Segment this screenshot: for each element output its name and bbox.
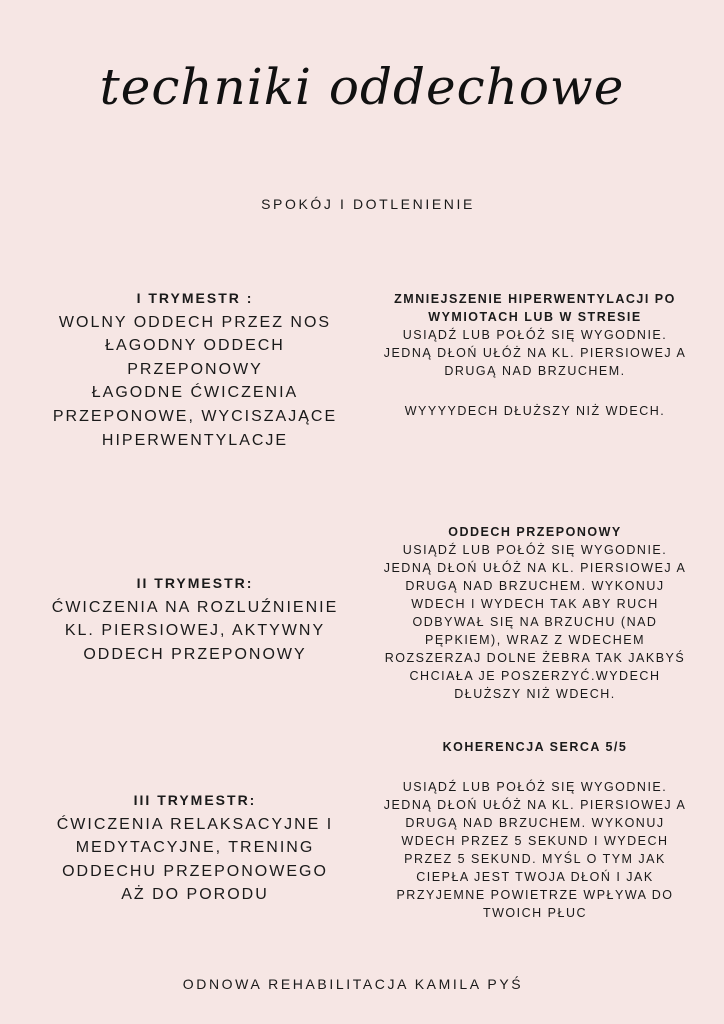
technique-2-line: CHCIAŁA JE POSZERZYĆ.WYDECH: [409, 669, 661, 683]
technique-1-extra: WYYYYDECH DŁUŻSZY NIŻ WDECH.: [404, 404, 666, 418]
technique-3-block: [352, 738, 718, 922]
trimester-3-block: [40, 789, 350, 907]
technique-3-line: USIĄDŹ LUB POŁÓŻ SIĘ WYGODNIE.: [402, 780, 668, 794]
technique-1-line: JEDNĄ DŁOŃ UŁÓŻ NA KL. PIERSIOWEJ A: [383, 346, 687, 360]
technique-1-heading: WYMIOTACH LUB W STRESIE: [428, 310, 642, 324]
technique-2-line: WDECH I WYDECH TAK ABY RUCH: [411, 597, 659, 611]
page-title: techniki oddechowe: [99, 58, 625, 116]
trimester-1-line: ŁAGODNE ĆWICZENIA: [91, 384, 299, 402]
trimester-2-line: ĆWICZENIA NA ROZLUŹNIENIE: [51, 598, 339, 616]
trimester-1-line: HIPERWENTYLACJE: [101, 431, 289, 449]
spacer: [352, 756, 718, 778]
trimester-1-heading: I TRYMESTR :: [136, 290, 254, 306]
technique-3-line: PRZYJEMNE POWIETRZE WPŁYWA DO: [396, 888, 674, 902]
technique-2-line: USIĄDŹ LUB POŁÓŻ SIĘ WYGODNIE.: [402, 543, 668, 557]
technique-3-line: CIEPŁA JEST TWOJA DŁOŃ I JAK: [416, 870, 654, 884]
technique-2-heading: ODDECH PRZEPONOWY: [448, 525, 622, 539]
technique-2-line: DŁUŻSZY NIŻ WDECH.: [454, 687, 616, 701]
technique-2-line: ROZSZERZAJ DOLNE ŻEBRA TAK JAKBYŚ: [384, 651, 686, 665]
trimester-2-line: KL. PIERSIOWEJ, AKTYWNY: [64, 622, 326, 640]
technique-2-line: DRUGĄ NAD BRZUCHEM. WYKONUJ: [405, 579, 665, 593]
trimester-1-line: PRZEPONOWY: [127, 360, 263, 378]
trimester-3-line: MEDYTACYJNE, TRENING: [75, 839, 315, 857]
trimester-3-line: ODDECHU PRZEPONOWEGO: [62, 862, 328, 880]
technique-1-heading: ZMNIEJSZENIE HIPERWENTYLACJI PO: [394, 292, 676, 306]
trimester-1-line: ŁAGODNY ODDECH: [105, 337, 285, 355]
technique-3-line: DRUGĄ NAD BRZUCHEM. WYKONUJ: [405, 816, 665, 830]
trimester-3-heading: III TRYMESTR:: [133, 792, 257, 808]
trimester-2-heading: II TRYMESTR:: [136, 575, 254, 591]
trimester-3-line: AŻ DO PORODU: [121, 886, 269, 904]
technique-2-line: ODBYWAŁ SIĘ NA BRZUCHU (NAD: [412, 615, 658, 629]
technique-3-line: WDECH PRZEZ 5 SEKUND I WYDECH: [401, 834, 669, 848]
technique-2-line: JEDNĄ DŁOŃ UŁÓŻ NA KL. PIERSIOWEJ A: [383, 561, 687, 575]
subtitle: SPOKÓJ I DOTLENIENIE: [261, 196, 475, 212]
trimester-3-line: ĆWICZENIA RELAKSACYJNE I: [56, 815, 334, 833]
technique-2-block: [352, 523, 718, 703]
trimester-1-block: [40, 287, 350, 452]
technique-3-heading: KOHERENCJA SERCA 5/5: [442, 740, 628, 754]
trimester-2-block: [40, 572, 350, 666]
technique-1-line: DRUGĄ NAD BRZUCHEM.: [444, 364, 626, 378]
spacer: [352, 380, 718, 398]
technique-1-line: USIĄDŹ LUB POŁÓŻ SIĘ WYGODNIE.: [402, 328, 668, 342]
trimester-1-line: PRZEPONOWE, WYCISZAJĄCE: [52, 407, 338, 425]
trimester-1-line: WOLNY ODDECH PRZEZ NOS: [58, 313, 332, 331]
technique-3-line: TWOICH PŁUC: [483, 906, 587, 920]
technique-3-line: JEDNĄ DŁOŃ UŁÓŻ NA KL. PIERSIOWEJ A: [383, 798, 687, 812]
technique-2-line: PĘPKIEM), WRAZ Z WDECHEM: [424, 633, 646, 647]
trimester-2-line: ODDECH PRZEPONOWY: [83, 645, 307, 663]
technique-3-line: PRZEZ 5 SEKUND. MYŚL O TYM JAK: [404, 852, 666, 866]
technique-1-block: [352, 290, 718, 420]
footer-credit: ODNOWA REHABILITACJA KAMILA PYŚ: [182, 976, 524, 992]
